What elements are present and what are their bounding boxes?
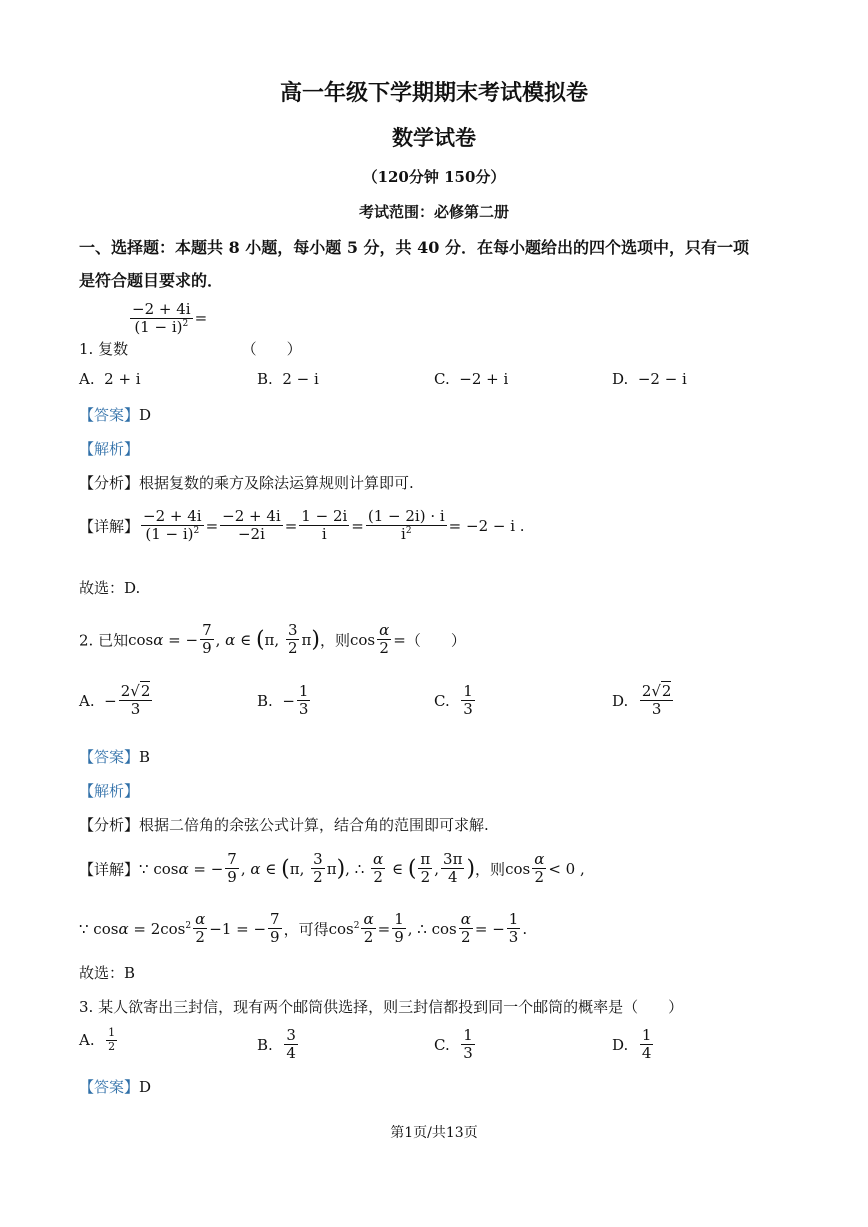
q1-stem xyxy=(79,338,302,359)
q1-prefix: 1. 复数 xyxy=(79,340,129,358)
q1-answer: 【答案】D xyxy=(79,406,152,424)
q1-detail: 【详解】 $\frac{-2 + 4i}{(1 - i)^2}$ = $\frac{-2 + 4i}{-2i}$ = $\frac{1 - 2i}{i}$ = $\frac{(1 - 2i) \cdot i}{i^2}$ = −2 − i . xyxy=(79,507,525,544)
q1-option-d: D. −2 − i xyxy=(612,370,687,388)
q1-fenxi: 【分析】根据复数的乘方及除法运算规则计算即可. xyxy=(79,474,414,492)
q1-paren: （ ） xyxy=(241,340,302,358)
exam-duration: （120分钟 150分） xyxy=(362,168,506,186)
q1-fraction: $\frac{-2 + 4i}{(1 - i)^2}$ = xyxy=(132,300,208,337)
q2-detail-2: ∵ $\cos\alpha = 2\cos^2$ $\frac{\alpha}{2}$ −1 = − $\frac{7}{9}$ ，可得$\cos^2$ $\frac{\alpha}{2}$ = $\frac{1}{9}$ , ∴ cos $\frac{\alpha}{2}$ = − $\frac{1}{3}$ . xyxy=(79,910,528,947)
q2-conclusion: 故选：B xyxy=(79,964,136,982)
q3-option-b: B. $\frac{3}{4}$ xyxy=(257,1026,296,1063)
q3-answer: 【答案】D xyxy=(79,1078,152,1096)
q1-option-c-value: −2 + i xyxy=(459,370,509,388)
q1-analysis-label: 【解析】 xyxy=(79,440,140,458)
q1-option-b-value: 2 − i xyxy=(282,370,319,388)
q3-option-c: C. $\frac{1}{3}$ xyxy=(434,1026,473,1063)
q2-fenxi: 【分析】根据二倍角的余弦公式计算，结合角的范围即可求解. xyxy=(79,816,489,834)
q3-option-d: D. $\frac{1}{4}$ xyxy=(612,1026,652,1063)
q2-answer: 【答案】B xyxy=(79,748,151,766)
q1-option-a: A. 2 + i xyxy=(79,370,141,388)
q2-option-c: C. $\frac{1}{3}$ xyxy=(434,682,473,719)
exam-scope: 考试范围：必修第二册 xyxy=(358,203,509,221)
q3-option-a: A. $\frac{1}{2}$ xyxy=(79,1026,116,1053)
section-heading-line2: 是符合题目要求的． xyxy=(79,271,224,290)
q1-conclusion: 故选：D. xyxy=(79,579,141,597)
q2-analysis-label: 【解析】 xyxy=(79,782,140,800)
q2-option-d: D. $\frac{2√2}{3}$ xyxy=(612,682,672,719)
q2-stem: 2. 已知cosα = − $\frac{7}{9}$ , α ∈ (π, $\frac{3}{2}$ π)，则cos $\frac{\alpha}{2}$ =（ ） xyxy=(79,621,466,658)
q1-option-c: C. −2 + i xyxy=(434,370,509,388)
q1-option-a-value: 2 + i xyxy=(104,370,141,388)
q3-stem: 3. 某人欲寄出三封信，现有两个邮筒供选择，则三封信都投到同一个邮筒的概率是（ ） xyxy=(79,998,684,1016)
section-heading-line1: 一、选择题：本题共 8 小题，每小题 5 分，共 40 分．在每小题给出的四个选项中，只有一项 xyxy=(79,238,749,257)
q1-option-b: B. 2 − i xyxy=(257,370,319,388)
exam-title: 高一年级下学期期末考试模拟卷 xyxy=(279,80,588,106)
page-number: 第1页/共13页 xyxy=(390,1125,478,1141)
q2-detail-1: 【详解】∵ cosα = − $\frac{7}{9}$ , α ∈ (π, $\frac{3}{2}$ π), ∴ $\frac{\alpha}{2}$ ∈ ( $\frac{\pi}{2}$ , $\frac{3\pi}{4}$ )，则cos $\frac{\alpha}{2}$ < 0 , xyxy=(79,850,585,887)
q2-option-a: A. − $\frac{2√2}{3}$ xyxy=(79,682,151,719)
q1-option-d-value: −2 − i xyxy=(637,370,687,388)
q2-option-b: B. − $\frac{1}{3}$ xyxy=(257,682,309,719)
exam-subtitle: 数学试卷 xyxy=(392,125,476,150)
